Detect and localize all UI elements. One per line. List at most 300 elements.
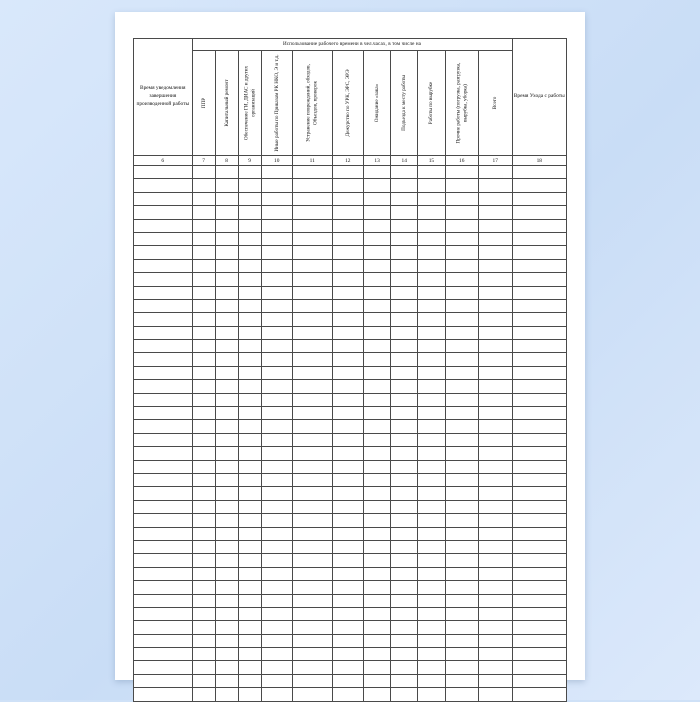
table-cell[interactable] <box>363 433 390 446</box>
table-cell[interactable] <box>391 407 418 420</box>
table-cell[interactable] <box>332 366 363 379</box>
table-cell[interactable] <box>215 273 238 286</box>
table-cell[interactable] <box>363 567 390 580</box>
table-cell[interactable] <box>192 688 215 701</box>
table-cell[interactable] <box>261 192 292 205</box>
table-cell[interactable] <box>363 594 390 607</box>
table-cell[interactable] <box>238 487 261 500</box>
table-cell[interactable] <box>261 286 292 299</box>
table-cell[interactable] <box>363 393 390 406</box>
table-cell[interactable] <box>238 607 261 620</box>
table-cell[interactable] <box>512 581 566 594</box>
table-cell[interactable] <box>418 514 445 527</box>
table-cell[interactable] <box>391 540 418 553</box>
table-cell[interactable] <box>261 540 292 553</box>
table-cell[interactable] <box>363 447 390 460</box>
table-cell[interactable] <box>292 246 332 259</box>
table-cell[interactable] <box>445 313 478 326</box>
table-cell[interactable] <box>512 500 566 513</box>
table-cell[interactable] <box>418 554 445 567</box>
table-cell[interactable] <box>332 433 363 446</box>
table-cell[interactable] <box>391 487 418 500</box>
table-cell[interactable] <box>512 621 566 634</box>
table-cell[interactable] <box>363 259 390 272</box>
table-cell[interactable] <box>391 447 418 460</box>
table-cell[interactable] <box>478 473 512 486</box>
table-cell[interactable] <box>134 621 193 634</box>
table-row[interactable] <box>134 206 567 219</box>
table-cell[interactable] <box>332 420 363 433</box>
table-cell[interactable] <box>261 621 292 634</box>
table-cell[interactable] <box>332 299 363 312</box>
table-cell[interactable] <box>418 299 445 312</box>
table-cell[interactable] <box>192 554 215 567</box>
table-cell[interactable] <box>134 634 193 647</box>
table-cell[interactable] <box>134 460 193 473</box>
table-cell[interactable] <box>292 674 332 687</box>
table-cell[interactable] <box>418 487 445 500</box>
table-cell[interactable] <box>445 581 478 594</box>
table-cell[interactable] <box>238 473 261 486</box>
table-cell[interactable] <box>134 340 193 353</box>
table-cell[interactable] <box>512 554 566 567</box>
table-cell[interactable] <box>215 661 238 674</box>
table-cell[interactable] <box>478 433 512 446</box>
table-cell[interactable] <box>418 674 445 687</box>
table-cell[interactable] <box>238 581 261 594</box>
table-cell[interactable] <box>332 567 363 580</box>
table-cell[interactable] <box>332 232 363 245</box>
table-cell[interactable] <box>261 299 292 312</box>
table-cell[interactable] <box>292 607 332 620</box>
table-cell[interactable] <box>363 527 390 540</box>
table-cell[interactable] <box>215 527 238 540</box>
table-cell[interactable] <box>418 460 445 473</box>
table-cell[interactable] <box>261 420 292 433</box>
table-cell[interactable] <box>391 514 418 527</box>
table-cell[interactable] <box>238 340 261 353</box>
table-cell[interactable] <box>391 219 418 232</box>
table-cell[interactable] <box>332 607 363 620</box>
table-cell[interactable] <box>215 286 238 299</box>
table-cell[interactable] <box>292 447 332 460</box>
table-row[interactable] <box>134 166 567 179</box>
table-cell[interactable] <box>391 674 418 687</box>
table-row[interactable] <box>134 420 567 433</box>
table-cell[interactable] <box>478 192 512 205</box>
table-cell[interactable] <box>363 540 390 553</box>
table-cell[interactable] <box>238 634 261 647</box>
table-row[interactable] <box>134 273 567 286</box>
table-cell[interactable] <box>215 500 238 513</box>
table-cell[interactable] <box>445 380 478 393</box>
table-cell[interactable] <box>391 192 418 205</box>
table-cell[interactable] <box>192 447 215 460</box>
table-row[interactable] <box>134 340 567 353</box>
table-row[interactable] <box>134 688 567 701</box>
table-cell[interactable] <box>478 621 512 634</box>
table-cell[interactable] <box>418 433 445 446</box>
table-cell[interactable] <box>418 286 445 299</box>
table-cell[interactable] <box>215 179 238 192</box>
table-cell[interactable] <box>478 594 512 607</box>
table-cell[interactable] <box>391 166 418 179</box>
table-cell[interactable] <box>134 393 193 406</box>
table-row[interactable] <box>134 500 567 513</box>
table-cell[interactable] <box>418 273 445 286</box>
table-cell[interactable] <box>332 487 363 500</box>
table-row[interactable] <box>134 567 567 580</box>
table-cell[interactable] <box>332 540 363 553</box>
table-cell[interactable] <box>445 273 478 286</box>
table-cell[interactable] <box>292 621 332 634</box>
table-cell[interactable] <box>418 166 445 179</box>
table-cell[interactable] <box>512 567 566 580</box>
table-cell[interactable] <box>292 688 332 701</box>
table-cell[interactable] <box>391 688 418 701</box>
table-row[interactable] <box>134 407 567 420</box>
table-cell[interactable] <box>391 661 418 674</box>
table-cell[interactable] <box>391 380 418 393</box>
table-cell[interactable] <box>445 621 478 634</box>
table-cell[interactable] <box>391 393 418 406</box>
table-cell[interactable] <box>292 313 332 326</box>
table-cell[interactable] <box>238 232 261 245</box>
table-cell[interactable] <box>478 407 512 420</box>
table-cell[interactable] <box>445 594 478 607</box>
table-row[interactable] <box>134 366 567 379</box>
table-cell[interactable] <box>215 473 238 486</box>
table-cell[interactable] <box>445 326 478 339</box>
table-cell[interactable] <box>445 500 478 513</box>
table-cell[interactable] <box>391 179 418 192</box>
table-cell[interactable] <box>512 634 566 647</box>
table-cell[interactable] <box>292 433 332 446</box>
table-cell[interactable] <box>238 407 261 420</box>
table-cell[interactable] <box>418 407 445 420</box>
table-cell[interactable] <box>292 554 332 567</box>
table-cell[interactable] <box>215 621 238 634</box>
table-cell[interactable] <box>238 420 261 433</box>
table-cell[interactable] <box>418 366 445 379</box>
table-cell[interactable] <box>512 366 566 379</box>
table-cell[interactable] <box>215 447 238 460</box>
table-cell[interactable] <box>215 433 238 446</box>
table-cell[interactable] <box>215 581 238 594</box>
table-cell[interactable] <box>363 219 390 232</box>
table-cell[interactable] <box>445 447 478 460</box>
table-row[interactable] <box>134 219 567 232</box>
table-cell[interactable] <box>192 661 215 674</box>
table-cell[interactable] <box>238 393 261 406</box>
table-cell[interactable] <box>192 473 215 486</box>
table-cell[interactable] <box>292 259 332 272</box>
table-cell[interactable] <box>134 353 193 366</box>
table-cell[interactable] <box>292 500 332 513</box>
table-cell[interactable] <box>418 179 445 192</box>
table-cell[interactable] <box>418 420 445 433</box>
table-row[interactable] <box>134 286 567 299</box>
table-cell[interactable] <box>292 634 332 647</box>
table-cell[interactable] <box>292 179 332 192</box>
table-cell[interactable] <box>134 674 193 687</box>
table-cell[interactable] <box>478 219 512 232</box>
table-cell[interactable] <box>215 313 238 326</box>
table-cell[interactable] <box>391 206 418 219</box>
table-cell[interactable] <box>192 192 215 205</box>
table-cell[interactable] <box>134 219 193 232</box>
table-cell[interactable] <box>261 393 292 406</box>
table-cell[interactable] <box>445 393 478 406</box>
table-cell[interactable] <box>238 326 261 339</box>
table-cell[interactable] <box>292 581 332 594</box>
table-cell[interactable] <box>292 232 332 245</box>
table-row[interactable] <box>134 473 567 486</box>
table-cell[interactable] <box>478 179 512 192</box>
table-row[interactable] <box>134 527 567 540</box>
table-cell[interactable] <box>445 407 478 420</box>
table-cell[interactable] <box>332 219 363 232</box>
table-cell[interactable] <box>332 353 363 366</box>
table-cell[interactable] <box>391 433 418 446</box>
table-cell[interactable] <box>478 581 512 594</box>
table-cell[interactable] <box>238 246 261 259</box>
table-cell[interactable] <box>134 273 193 286</box>
table-row[interactable] <box>134 674 567 687</box>
table-cell[interactable] <box>445 420 478 433</box>
table-cell[interactable] <box>332 259 363 272</box>
table-cell[interactable] <box>512 607 566 620</box>
table-cell[interactable] <box>512 192 566 205</box>
table-cell[interactable] <box>261 273 292 286</box>
table-row[interactable] <box>134 581 567 594</box>
table-row[interactable] <box>134 594 567 607</box>
table-cell[interactable] <box>215 246 238 259</box>
table-cell[interactable] <box>332 179 363 192</box>
table-cell[interactable] <box>261 433 292 446</box>
table-cell[interactable] <box>445 634 478 647</box>
table-cell[interactable] <box>238 273 261 286</box>
table-cell[interactable] <box>478 313 512 326</box>
table-cell[interactable] <box>512 594 566 607</box>
table-cell[interactable] <box>215 540 238 553</box>
table-cell[interactable] <box>292 192 332 205</box>
table-cell[interactable] <box>261 232 292 245</box>
table-cell[interactable] <box>192 259 215 272</box>
table-cell[interactable] <box>292 540 332 553</box>
table-cell[interactable] <box>134 594 193 607</box>
table-cell[interactable] <box>134 420 193 433</box>
table-cell[interactable] <box>445 487 478 500</box>
table-cell[interactable] <box>512 380 566 393</box>
table-cell[interactable] <box>418 353 445 366</box>
table-cell[interactable] <box>134 179 193 192</box>
table-cell[interactable] <box>363 166 390 179</box>
table-cell[interactable] <box>192 594 215 607</box>
table-cell[interactable] <box>134 514 193 527</box>
table-cell[interactable] <box>215 487 238 500</box>
table-cell[interactable] <box>292 326 332 339</box>
table-cell[interactable] <box>238 299 261 312</box>
table-cell[interactable] <box>292 527 332 540</box>
table-row[interactable] <box>134 447 567 460</box>
table-cell[interactable] <box>445 353 478 366</box>
table-cell[interactable] <box>192 340 215 353</box>
table-cell[interactable] <box>192 380 215 393</box>
table-cell[interactable] <box>512 166 566 179</box>
table-cell[interactable] <box>261 326 292 339</box>
table-cell[interactable] <box>445 286 478 299</box>
table-cell[interactable] <box>478 393 512 406</box>
table-cell[interactable] <box>134 259 193 272</box>
table-cell[interactable] <box>418 313 445 326</box>
table-cell[interactable] <box>238 179 261 192</box>
table-cell[interactable] <box>261 674 292 687</box>
table-cell[interactable] <box>332 407 363 420</box>
table-cell[interactable] <box>238 594 261 607</box>
table-cell[interactable] <box>363 192 390 205</box>
table-cell[interactable] <box>512 219 566 232</box>
table-cell[interactable] <box>134 326 193 339</box>
table-cell[interactable] <box>332 473 363 486</box>
table-cell[interactable] <box>363 607 390 620</box>
table-cell[interactable] <box>478 206 512 219</box>
table-cell[interactable] <box>215 380 238 393</box>
table-cell[interactable] <box>418 648 445 661</box>
table-cell[interactable] <box>332 554 363 567</box>
table-cell[interactable] <box>445 688 478 701</box>
table-cell[interactable] <box>292 393 332 406</box>
table-cell[interactable] <box>391 594 418 607</box>
table-cell[interactable] <box>478 232 512 245</box>
table-cell[interactable] <box>391 554 418 567</box>
table-cell[interactable] <box>261 634 292 647</box>
table-cell[interactable] <box>512 286 566 299</box>
table-cell[interactable] <box>261 179 292 192</box>
table-cell[interactable] <box>192 460 215 473</box>
table-cell[interactable] <box>134 380 193 393</box>
table-cell[interactable] <box>512 674 566 687</box>
table-cell[interactable] <box>512 540 566 553</box>
table-cell[interactable] <box>134 447 193 460</box>
table-cell[interactable] <box>418 540 445 553</box>
table-cell[interactable] <box>445 514 478 527</box>
table-cell[interactable] <box>391 460 418 473</box>
table-row[interactable] <box>134 299 567 312</box>
table-cell[interactable] <box>478 286 512 299</box>
table-cell[interactable] <box>261 380 292 393</box>
table-cell[interactable] <box>478 246 512 259</box>
table-cell[interactable] <box>363 407 390 420</box>
table-cell[interactable] <box>478 661 512 674</box>
table-cell[interactable] <box>134 206 193 219</box>
table-cell[interactable] <box>261 166 292 179</box>
table-cell[interactable] <box>192 366 215 379</box>
table-cell[interactable] <box>332 380 363 393</box>
table-cell[interactable] <box>134 407 193 420</box>
table-cell[interactable] <box>292 460 332 473</box>
table-cell[interactable] <box>391 353 418 366</box>
table-cell[interactable] <box>363 246 390 259</box>
table-cell[interactable] <box>512 487 566 500</box>
table-cell[interactable] <box>292 219 332 232</box>
table-cell[interactable] <box>332 273 363 286</box>
table-cell[interactable] <box>418 607 445 620</box>
table-cell[interactable] <box>363 514 390 527</box>
table-cell[interactable] <box>238 192 261 205</box>
table-row[interactable] <box>134 380 567 393</box>
table-cell[interactable] <box>215 607 238 620</box>
table-cell[interactable] <box>332 674 363 687</box>
table-cell[interactable] <box>134 232 193 245</box>
table-cell[interactable] <box>512 179 566 192</box>
table-cell[interactable] <box>478 607 512 620</box>
table-cell[interactable] <box>445 246 478 259</box>
table-cell[interactable] <box>192 487 215 500</box>
table-cell[interactable] <box>445 674 478 687</box>
table-cell[interactable] <box>478 634 512 647</box>
table-cell[interactable] <box>445 192 478 205</box>
table-cell[interactable] <box>332 581 363 594</box>
table-cell[interactable] <box>391 420 418 433</box>
table-cell[interactable] <box>134 567 193 580</box>
table-row[interactable] <box>134 246 567 259</box>
table-cell[interactable] <box>512 206 566 219</box>
table-cell[interactable] <box>418 232 445 245</box>
table-cell[interactable] <box>238 447 261 460</box>
table-cell[interactable] <box>478 447 512 460</box>
table-cell[interactable] <box>192 567 215 580</box>
table-cell[interactable] <box>478 487 512 500</box>
table-cell[interactable] <box>238 460 261 473</box>
table-cell[interactable] <box>192 527 215 540</box>
table-cell[interactable] <box>391 473 418 486</box>
table-cell[interactable] <box>363 353 390 366</box>
table-cell[interactable] <box>332 460 363 473</box>
table-cell[interactable] <box>363 366 390 379</box>
table-cell[interactable] <box>261 487 292 500</box>
table-cell[interactable] <box>238 286 261 299</box>
table-cell[interactable] <box>332 527 363 540</box>
table-cell[interactable] <box>134 500 193 513</box>
table-cell[interactable] <box>512 527 566 540</box>
table-row[interactable] <box>134 393 567 406</box>
table-cell[interactable] <box>215 326 238 339</box>
table-cell[interactable] <box>192 313 215 326</box>
table-cell[interactable] <box>261 554 292 567</box>
table-cell[interactable] <box>292 407 332 420</box>
table-cell[interactable] <box>192 286 215 299</box>
table-cell[interactable] <box>332 393 363 406</box>
table-cell[interactable] <box>215 514 238 527</box>
table-cell[interactable] <box>292 420 332 433</box>
table-cell[interactable] <box>192 674 215 687</box>
table-cell[interactable] <box>238 219 261 232</box>
table-cell[interactable] <box>478 259 512 272</box>
table-cell[interactable] <box>192 433 215 446</box>
table-cell[interactable] <box>134 648 193 661</box>
table-cell[interactable] <box>512 433 566 446</box>
table-cell[interactable] <box>445 299 478 312</box>
table-cell[interactable] <box>215 648 238 661</box>
table-cell[interactable] <box>192 634 215 647</box>
table-cell[interactable] <box>478 500 512 513</box>
table-cell[interactable] <box>363 460 390 473</box>
table-cell[interactable] <box>445 259 478 272</box>
table-cell[interactable] <box>391 326 418 339</box>
table-cell[interactable] <box>215 567 238 580</box>
table-cell[interactable] <box>363 179 390 192</box>
